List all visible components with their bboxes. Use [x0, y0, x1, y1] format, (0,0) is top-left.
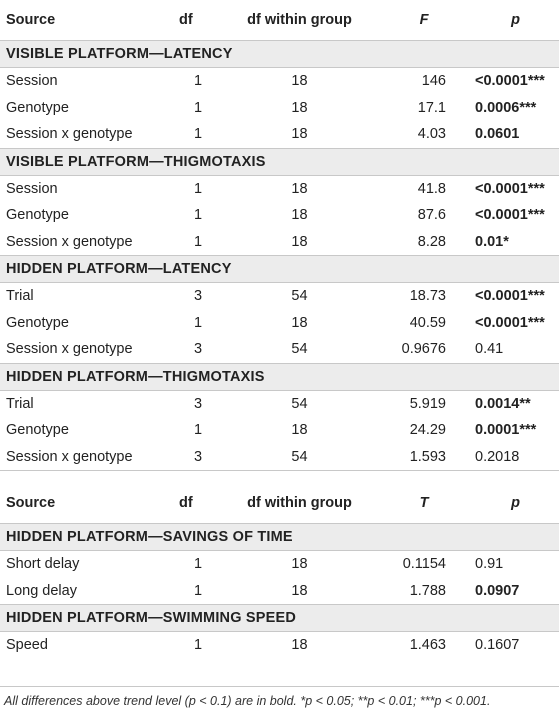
section-title: HIDDEN PLATFORM—SAVINGS OF TIME: [0, 524, 559, 551]
cell-df: 1: [193, 422, 203, 439]
cell-df: 3: [193, 448, 203, 465]
cell-statistic: 24.29: [409, 422, 446, 439]
table-row: [0, 229, 559, 256]
cell-df-within: 18: [291, 73, 308, 90]
cell-source: Trial: [6, 395, 34, 412]
cell-statistic: 1.463: [409, 637, 446, 654]
cell-p-value: 0.91: [475, 556, 504, 573]
cell-df: 1: [193, 314, 203, 331]
cell-source: Genotype: [6, 314, 69, 331]
cell-df-within: 18: [291, 233, 308, 250]
section-title: VISIBLE PLATFORM—LATENCY: [0, 41, 559, 68]
cell-statistic: 87.6: [417, 207, 446, 224]
cell-source: Long delay: [6, 582, 77, 599]
header-source: Source: [0, 483, 173, 524]
header-f: F: [376, 0, 472, 41]
cell-statistic: 1.593: [409, 448, 446, 465]
cell-source: Session: [6, 73, 58, 90]
cell-statistic: 8.28: [417, 233, 446, 250]
table-row: [0, 336, 559, 363]
cell-source: Genotype: [6, 207, 69, 224]
cell-source: Session x genotype: [6, 341, 133, 358]
table-row: [0, 578, 559, 605]
cell-statistic: 18.73: [409, 288, 446, 305]
cell-df: 3: [193, 341, 203, 358]
cell-p-value: <0.0001***: [475, 180, 545, 197]
cell-statistic: 41.8: [417, 180, 446, 197]
cell-df-within: 54: [291, 288, 308, 305]
cell-df-within: 18: [291, 556, 308, 573]
section-header-row: [0, 41, 559, 68]
cell-df: 1: [193, 582, 203, 599]
header-t: T: [376, 483, 472, 524]
cell-statistic: 4.03: [417, 126, 446, 143]
cell-df-within: 54: [291, 341, 308, 358]
cell-source: Session x genotype: [6, 233, 133, 250]
cell-p-value: 0.0001***: [475, 422, 537, 439]
cell-statistic: 1.788: [409, 582, 446, 599]
table-row: [0, 310, 559, 337]
table-row: [0, 551, 559, 578]
cell-source: Session x genotype: [6, 448, 133, 465]
cell-df: 1: [193, 637, 203, 654]
cell-p-value: 0.41: [475, 341, 504, 358]
table-row: [0, 283, 559, 310]
cell-p-value: 0.0907: [475, 582, 520, 599]
header-row-2: [0, 483, 559, 524]
section-title: HIDDEN PLATFORM—THIGMOTAXIS: [0, 363, 559, 390]
section-title: HIDDEN PLATFORM—SWIMMING SPEED: [0, 605, 559, 632]
cell-source: Genotype: [6, 99, 69, 116]
table-row: [0, 175, 559, 202]
cell-statistic: 5.919: [409, 395, 446, 412]
header-df: df: [173, 0, 223, 41]
header-df: df: [173, 483, 223, 524]
cell-p-value: 0.0014**: [475, 395, 531, 412]
cell-df-within: 18: [291, 99, 308, 116]
section-header-row: [0, 605, 559, 632]
cell-p-value: 0.0601: [475, 126, 520, 143]
cell-p-value: <0.0001***: [475, 73, 545, 90]
cell-p-value: <0.0001***: [475, 288, 545, 305]
table-row: [0, 121, 559, 148]
cell-p-value: <0.0001***: [475, 314, 545, 331]
cell-statistic: 146: [421, 73, 446, 90]
header-df-within: df within group: [223, 483, 376, 524]
cell-p-value: 0.2018: [475, 448, 520, 465]
cell-source: Speed: [6, 637, 48, 654]
table-row: [0, 390, 559, 417]
cell-df-within: 18: [291, 637, 308, 654]
cell-p-value: <0.0001***: [475, 207, 545, 224]
cell-df-within: 18: [291, 582, 308, 599]
t-test-table: [0, 470, 559, 659]
cell-df: 1: [193, 73, 203, 90]
cell-statistic: 0.1154: [402, 556, 446, 573]
header-p: p: [472, 483, 559, 524]
table-row: [0, 68, 559, 95]
table-row: [0, 95, 559, 122]
cell-df: 1: [193, 233, 203, 250]
cell-df-within: 54: [291, 448, 308, 465]
header-row: [0, 0, 559, 41]
cell-statistic: 0.9676: [401, 341, 446, 358]
cell-source: Session x genotype: [6, 126, 133, 143]
cell-p-value: 0.0006***: [475, 99, 537, 116]
table-row: [0, 202, 559, 229]
cell-source: Genotype: [6, 422, 69, 439]
cell-p-value: 0.1607: [475, 637, 520, 654]
cell-df: 3: [193, 288, 203, 305]
cell-df: 1: [193, 99, 203, 116]
table-row: [0, 417, 559, 444]
table-row: [0, 444, 559, 471]
table-row: [0, 632, 559, 659]
section-header-row: [0, 256, 559, 283]
cell-p-value: 0.01*: [475, 233, 509, 250]
section-header-row: [0, 524, 559, 551]
cell-source: Session: [6, 180, 58, 197]
section-header-row: [0, 363, 559, 390]
cell-source: Short delay: [6, 556, 80, 573]
cell-df: 1: [193, 556, 203, 573]
cell-df-within: 18: [291, 180, 308, 197]
cell-df-within: 18: [291, 314, 308, 331]
cell-df: 1: [193, 180, 203, 197]
cell-source: Trial: [6, 288, 34, 305]
cell-statistic: 40.59: [409, 314, 446, 331]
cell-df-within: 18: [291, 207, 308, 224]
header-source: Source: [0, 0, 173, 41]
table-footnote: All differences above trend level (p < 0.1) are in bold. *p < 0.05; **p < 0.01; ***p < 0.001.: [4, 694, 491, 708]
cell-df: 1: [193, 207, 203, 224]
header-df-within: df within group: [223, 0, 376, 41]
section-title: VISIBLE PLATFORM—THIGMOTAXIS: [0, 148, 559, 175]
cell-df: 1: [193, 126, 203, 143]
section-header-row: [0, 148, 559, 175]
table-bottom-rule: [0, 686, 559, 687]
cell-statistic: 17.1: [417, 99, 446, 116]
section-title: HIDDEN PLATFORM—LATENCY: [0, 256, 559, 283]
cell-df-within: 18: [291, 126, 308, 143]
header-p: p: [472, 0, 559, 41]
cell-df-within: 18: [291, 422, 308, 439]
cell-df: 3: [193, 395, 203, 412]
cell-df-within: 54: [291, 395, 308, 412]
